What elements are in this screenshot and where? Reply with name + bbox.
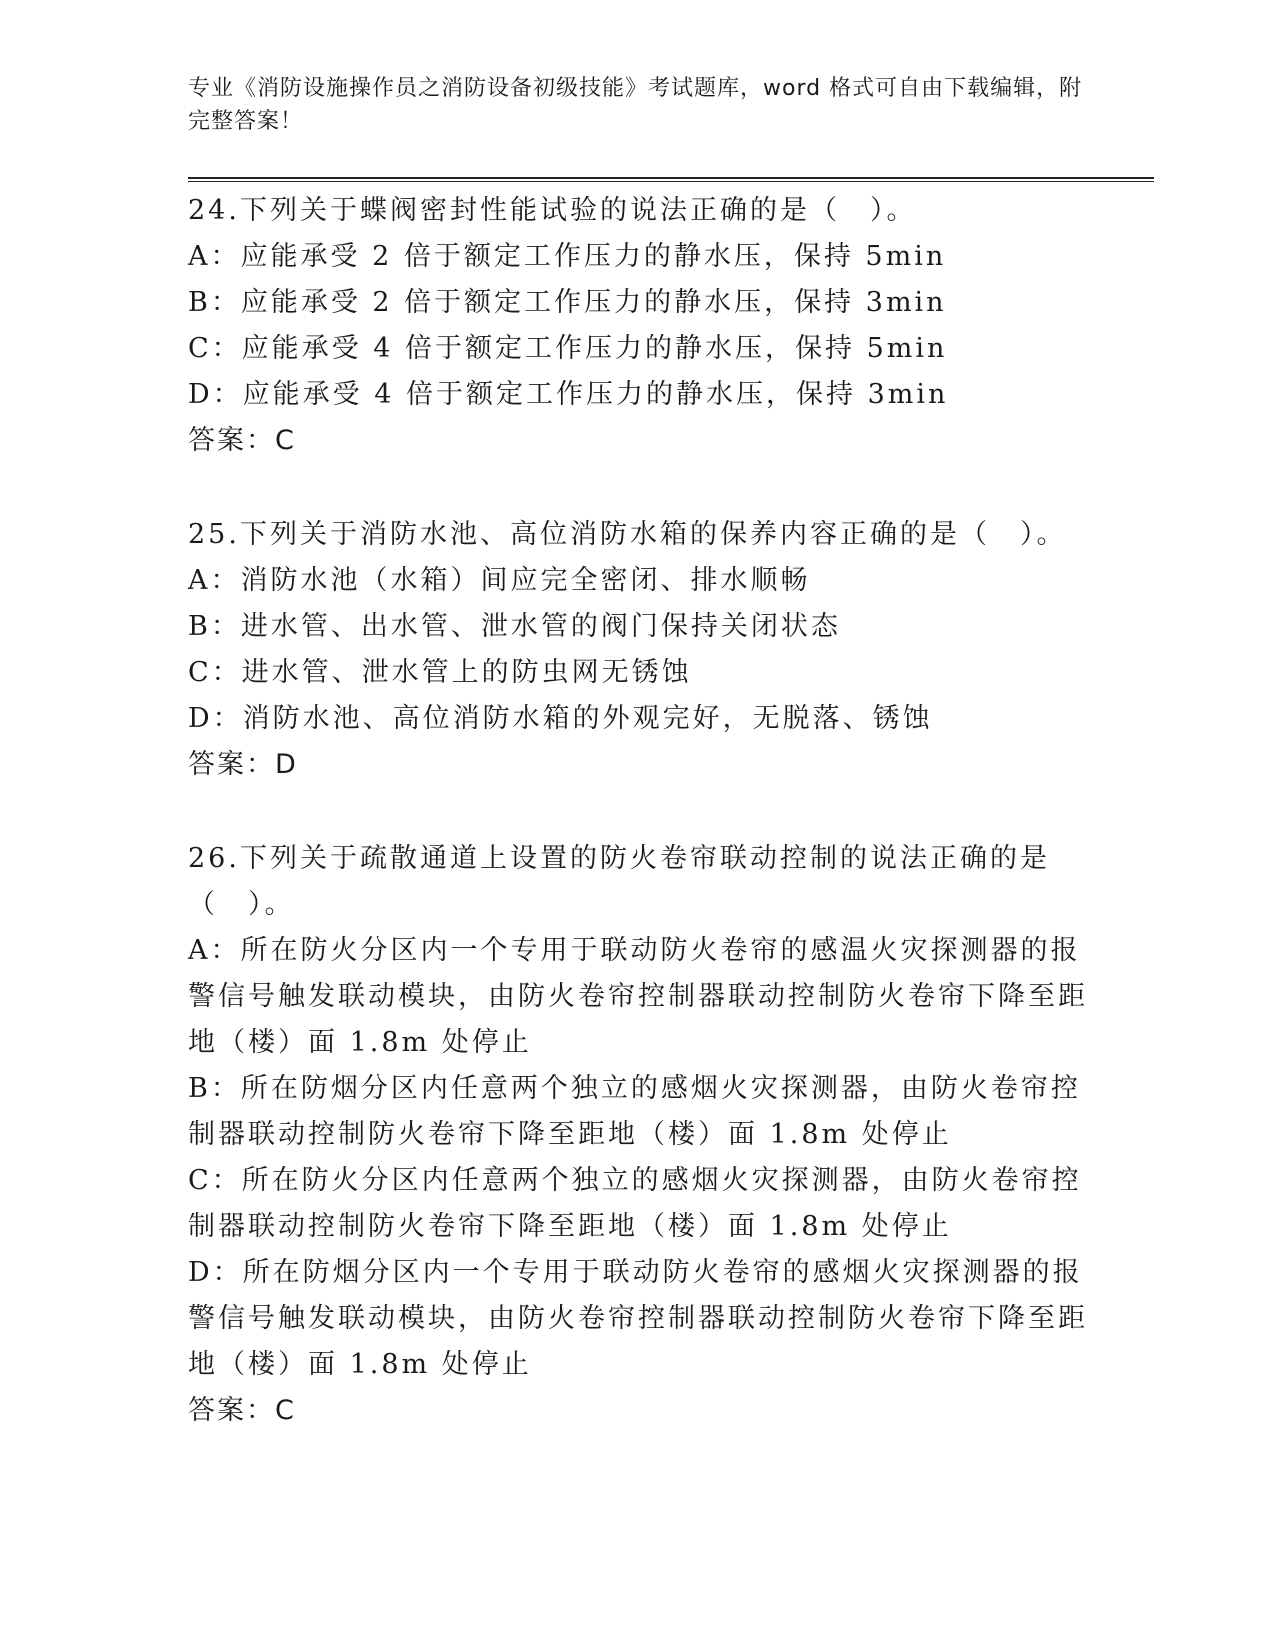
answer: 答案：C [188,425,296,456]
option-b: B：所在防烟分区内任意两个独立的感烟火灾探测器，由防火卷帘控制器联动控制防火卷帘下降至距地（楼）面 1.8m 处停止 [188,1073,1081,1150]
question-stem: 25.下列关于消防水池、高位消防水箱的保养内容正确的是（ ）。 [188,519,1067,550]
option-c: C：所在防火分区内任意两个独立的感烟火灾探测器，由防火卷帘控制器联动控制防火卷帘下降至距地（楼）面 1.8m 处停止 [188,1165,1082,1242]
option-c: C：应能承受 4 倍于额定工作压力的静水压，保持 5min [188,333,948,364]
option-a: A：消防水池（水箱）间应完全密闭、排水顺畅 [188,565,811,596]
question-26 [188,836,1088,1434]
option-b: B：进水管、出水管、泄水管的阀门保持关闭状态 [188,611,841,642]
option-d: D：所在防烟分区内一个专用于联动防火卷帘的感烟火灾探测器的报警信号触发联动模块，由防火卷帘控制器联动控制防火卷帘下降至距地（楼）面 1.8m 处停止 [188,1257,1088,1380]
option-a: A：所在防火分区内一个专用于联动防火卷帘的感温火灾探测器的报警信号触发联动模块，由防火卷帘控制器联动控制防火卷帘下降至距地（楼）面 1.8m 处停止 [188,935,1088,1058]
header-divider [188,177,1154,182]
option-d: D：应能承受 4 倍于额定工作压力的静水压，保持 3min [188,379,949,410]
question-25 [188,512,1088,788]
question-list [188,188,1088,1482]
answer: 答案：D [188,749,298,780]
header-note: 专业《消防设施操作员之消防设备初级技能》考试题库，word 格式可自由下载编辑，附完整答案！ [188,76,1083,134]
option-b: B：应能承受 2 倍于额定工作压力的静水压，保持 3min [188,287,947,318]
question-stem: 24.下列关于蝶阀密封性能试验的说法正确的是（ ）。 [188,195,917,226]
option-d: D：消防水池、高位消防水箱的外观完好，无脱落、锈蚀 [188,703,933,734]
question-stem: 26.下列关于疏散通道上设置的防火卷帘联动控制的说法正确的是（ ）。 [188,843,1050,920]
option-a: A：应能承受 2 倍于额定工作压力的静水压，保持 5min [188,241,947,272]
answer: 答案：C [188,1395,296,1426]
question-24 [188,188,1088,464]
option-c: C：进水管、泄水管上的防虫网无锈蚀 [188,657,692,688]
